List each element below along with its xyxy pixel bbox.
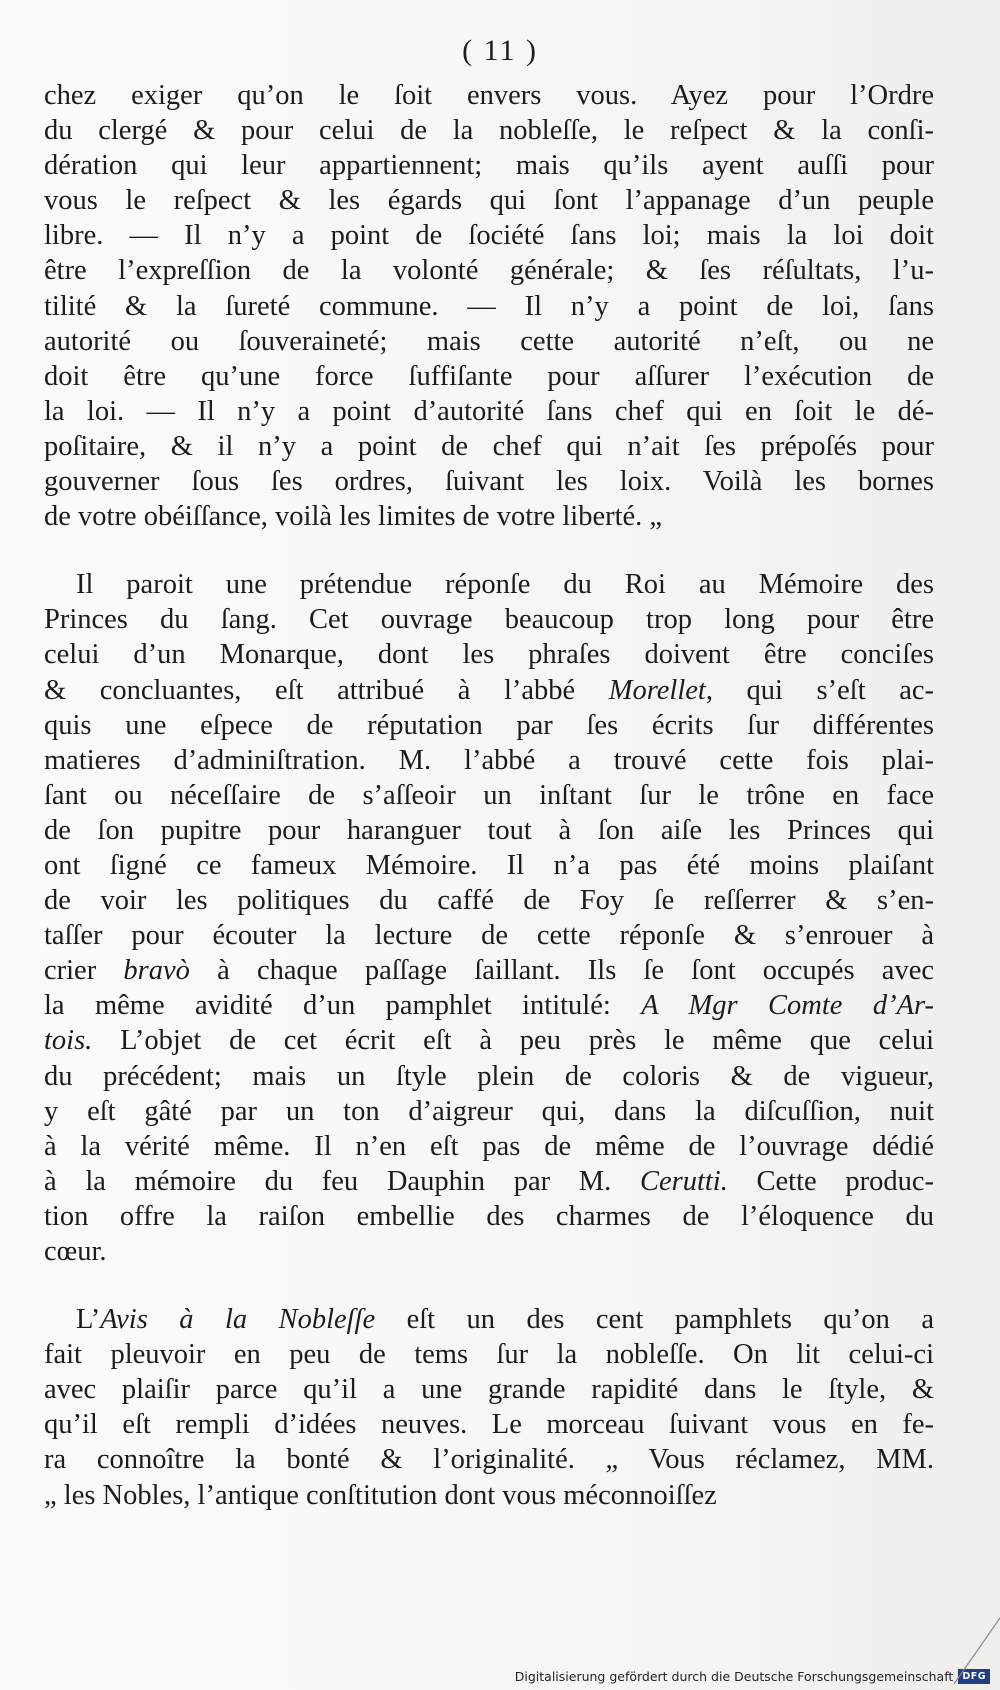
text-line: la même avidité d’un pamphlet intitulé: A Mgr Comte d’Ar- xyxy=(44,990,934,1022)
text-line: du clergé & pour celui de la nobleſſe, le reſpect & la conſi- xyxy=(44,115,934,147)
text-line: doit être qu’une force ſuffiſante pour aſſurer l’exécution de xyxy=(44,360,934,392)
text-line: ſant ou néceſſaire de s’aſſeoir un inſtant ſur le trône en face xyxy=(44,779,934,811)
text-line: Il paroit une prétendue réponſe du Roi au Mémoire des xyxy=(76,569,934,601)
paragraph-1 xyxy=(44,78,934,534)
text-line: y eſt gâté par un ton d’aigreur qui, dans la diſcuſſion, nuit xyxy=(44,1095,934,1127)
text-line: cœur. xyxy=(44,1236,107,1267)
text-line: Princes du ſang. Cet ouvrage beaucoup trop long pour être xyxy=(44,604,934,636)
text-line: crier bravò à chaque paſſage ſaillant. Ils ſe ſont occupés avec xyxy=(44,955,934,987)
paragraph-gap xyxy=(44,534,934,567)
italic-text: bravò xyxy=(123,955,190,987)
text-line: poſitaire, & il n’y a point de chef qui n’ait ſes prépoſés pour xyxy=(44,430,934,462)
text-line: être l’expreſſion de la volonté générale; & ſes réſultats, l’u- xyxy=(44,255,934,287)
text-line: de voir les politiques du caffé de Foy ſe reſſerrer & s’en- xyxy=(44,885,934,917)
body-text xyxy=(44,78,934,1513)
paragraph-2 xyxy=(44,567,934,1269)
italic-text: Morellet xyxy=(608,674,706,706)
text-line: libre. — Il n’y a point de ſociété ſans loi; mais la loi doit xyxy=(44,220,934,252)
text-line: „ les Nobles, l’antique conſtitution dont vous méconnoiſſez xyxy=(44,1479,717,1511)
italic-text: A Mgr Comte d’Ar- xyxy=(641,990,934,1022)
text-line: avec plaiſir parce qu’il a une grande rapidité dans le ſtyle, & xyxy=(44,1374,934,1406)
footer-credit: Digitalisierung gefördert durch die Deutsche Forschungsgemeinschaft xyxy=(514,1669,954,1684)
text-line: tilité & la ſureté commune. — Il n’y a point de loi, ſans xyxy=(44,290,934,322)
text-line: ont ſigné ce fameux Mémoire. Il n’a pas été moins plaiſant xyxy=(44,849,934,881)
text-line: tion offre la raiſon embellie des charmes de l’éloquence du xyxy=(44,1200,934,1232)
paragraph-3 xyxy=(44,1302,934,1513)
digitization-footer xyxy=(515,1669,990,1684)
text-line: taſſer pour écouter la lecture de cette réponſe & s’enrouer à xyxy=(44,920,934,952)
text-line: dération qui leur appartiennent; mais qu’ils ayent auſſi pour xyxy=(44,150,934,182)
text-line: gouverner ſous ſes ordres, ſuivant les loix. Voilà les bornes xyxy=(44,466,934,498)
page-number-header: ( 11 ) xyxy=(462,34,538,67)
text-line: la loi. — Il n’y a point d’autorité ſans chef qui en ſoit le dé- xyxy=(44,395,934,427)
italic-text: Avis à la Nobleſſe xyxy=(100,1304,376,1336)
text-line: du précédent; mais un ſtyle plein de coloris & de vigueur, xyxy=(44,1060,934,1092)
text-line: tois. L’objet de cet écrit eſt à peu près le même que celui xyxy=(44,1025,934,1057)
text-line: de votre obéiſſance, voilà les limites de votre liberté. „ xyxy=(44,501,663,533)
page-corner-crease xyxy=(940,1610,1000,1690)
text-line: & concluantes, eſt attribué à l’abbé Morellet, qui s’eſt ac- xyxy=(44,674,934,706)
italic-text: Cerutti. xyxy=(639,1165,728,1197)
text-line: qu’il eſt rempli d’idées neuves. Le morceau ſuivant vous en fe- xyxy=(44,1409,934,1441)
dfg-logo-icon: DFG xyxy=(958,1669,990,1684)
text-line: fait pleuvoir en peu de tems ſur la nobleſſe. On lit celui-ci xyxy=(44,1339,934,1371)
text-line: vous le reſpect & les égards qui ſont l’appanage d’un peuple xyxy=(44,185,934,217)
text-line: matieres d’adminiſtration. M. l’abbé a trouvé cette fois plai- xyxy=(44,744,934,776)
text-line: à la mémoire du feu Dauphin par M. Cerutti. Cette produc- xyxy=(44,1165,934,1197)
text-line: de ſon pupitre pour haranguer tout à ſon aiſe les Princes qui xyxy=(44,814,934,846)
text-line: quis une eſpece de réputation par ſes écrits ſur différentes xyxy=(44,709,934,741)
text-line: à la vérité même. Il n’en eſt pas de même de l’ouvrage dédié xyxy=(44,1130,934,1162)
text-line: ra connoître la bonté & l’originalité. „ Vous réclamez, MM. xyxy=(44,1444,934,1476)
paragraph-gap xyxy=(44,1269,934,1302)
text-line: chez exiger qu’on le ſoit envers vous. Ayez pour l’Ordre xyxy=(44,80,934,111)
italic-text: tois. xyxy=(44,1025,93,1057)
text-line: celui d’un Monarque, dont les phraſes doivent être conciſes xyxy=(44,639,934,671)
text-line: autorité ou ſouveraineté; mais cette autorité n’eſt, ou ne xyxy=(44,325,934,357)
text-line: L’Avis à la Nobleſſe eſt un des cent pamphlets qu’on a xyxy=(76,1304,934,1336)
